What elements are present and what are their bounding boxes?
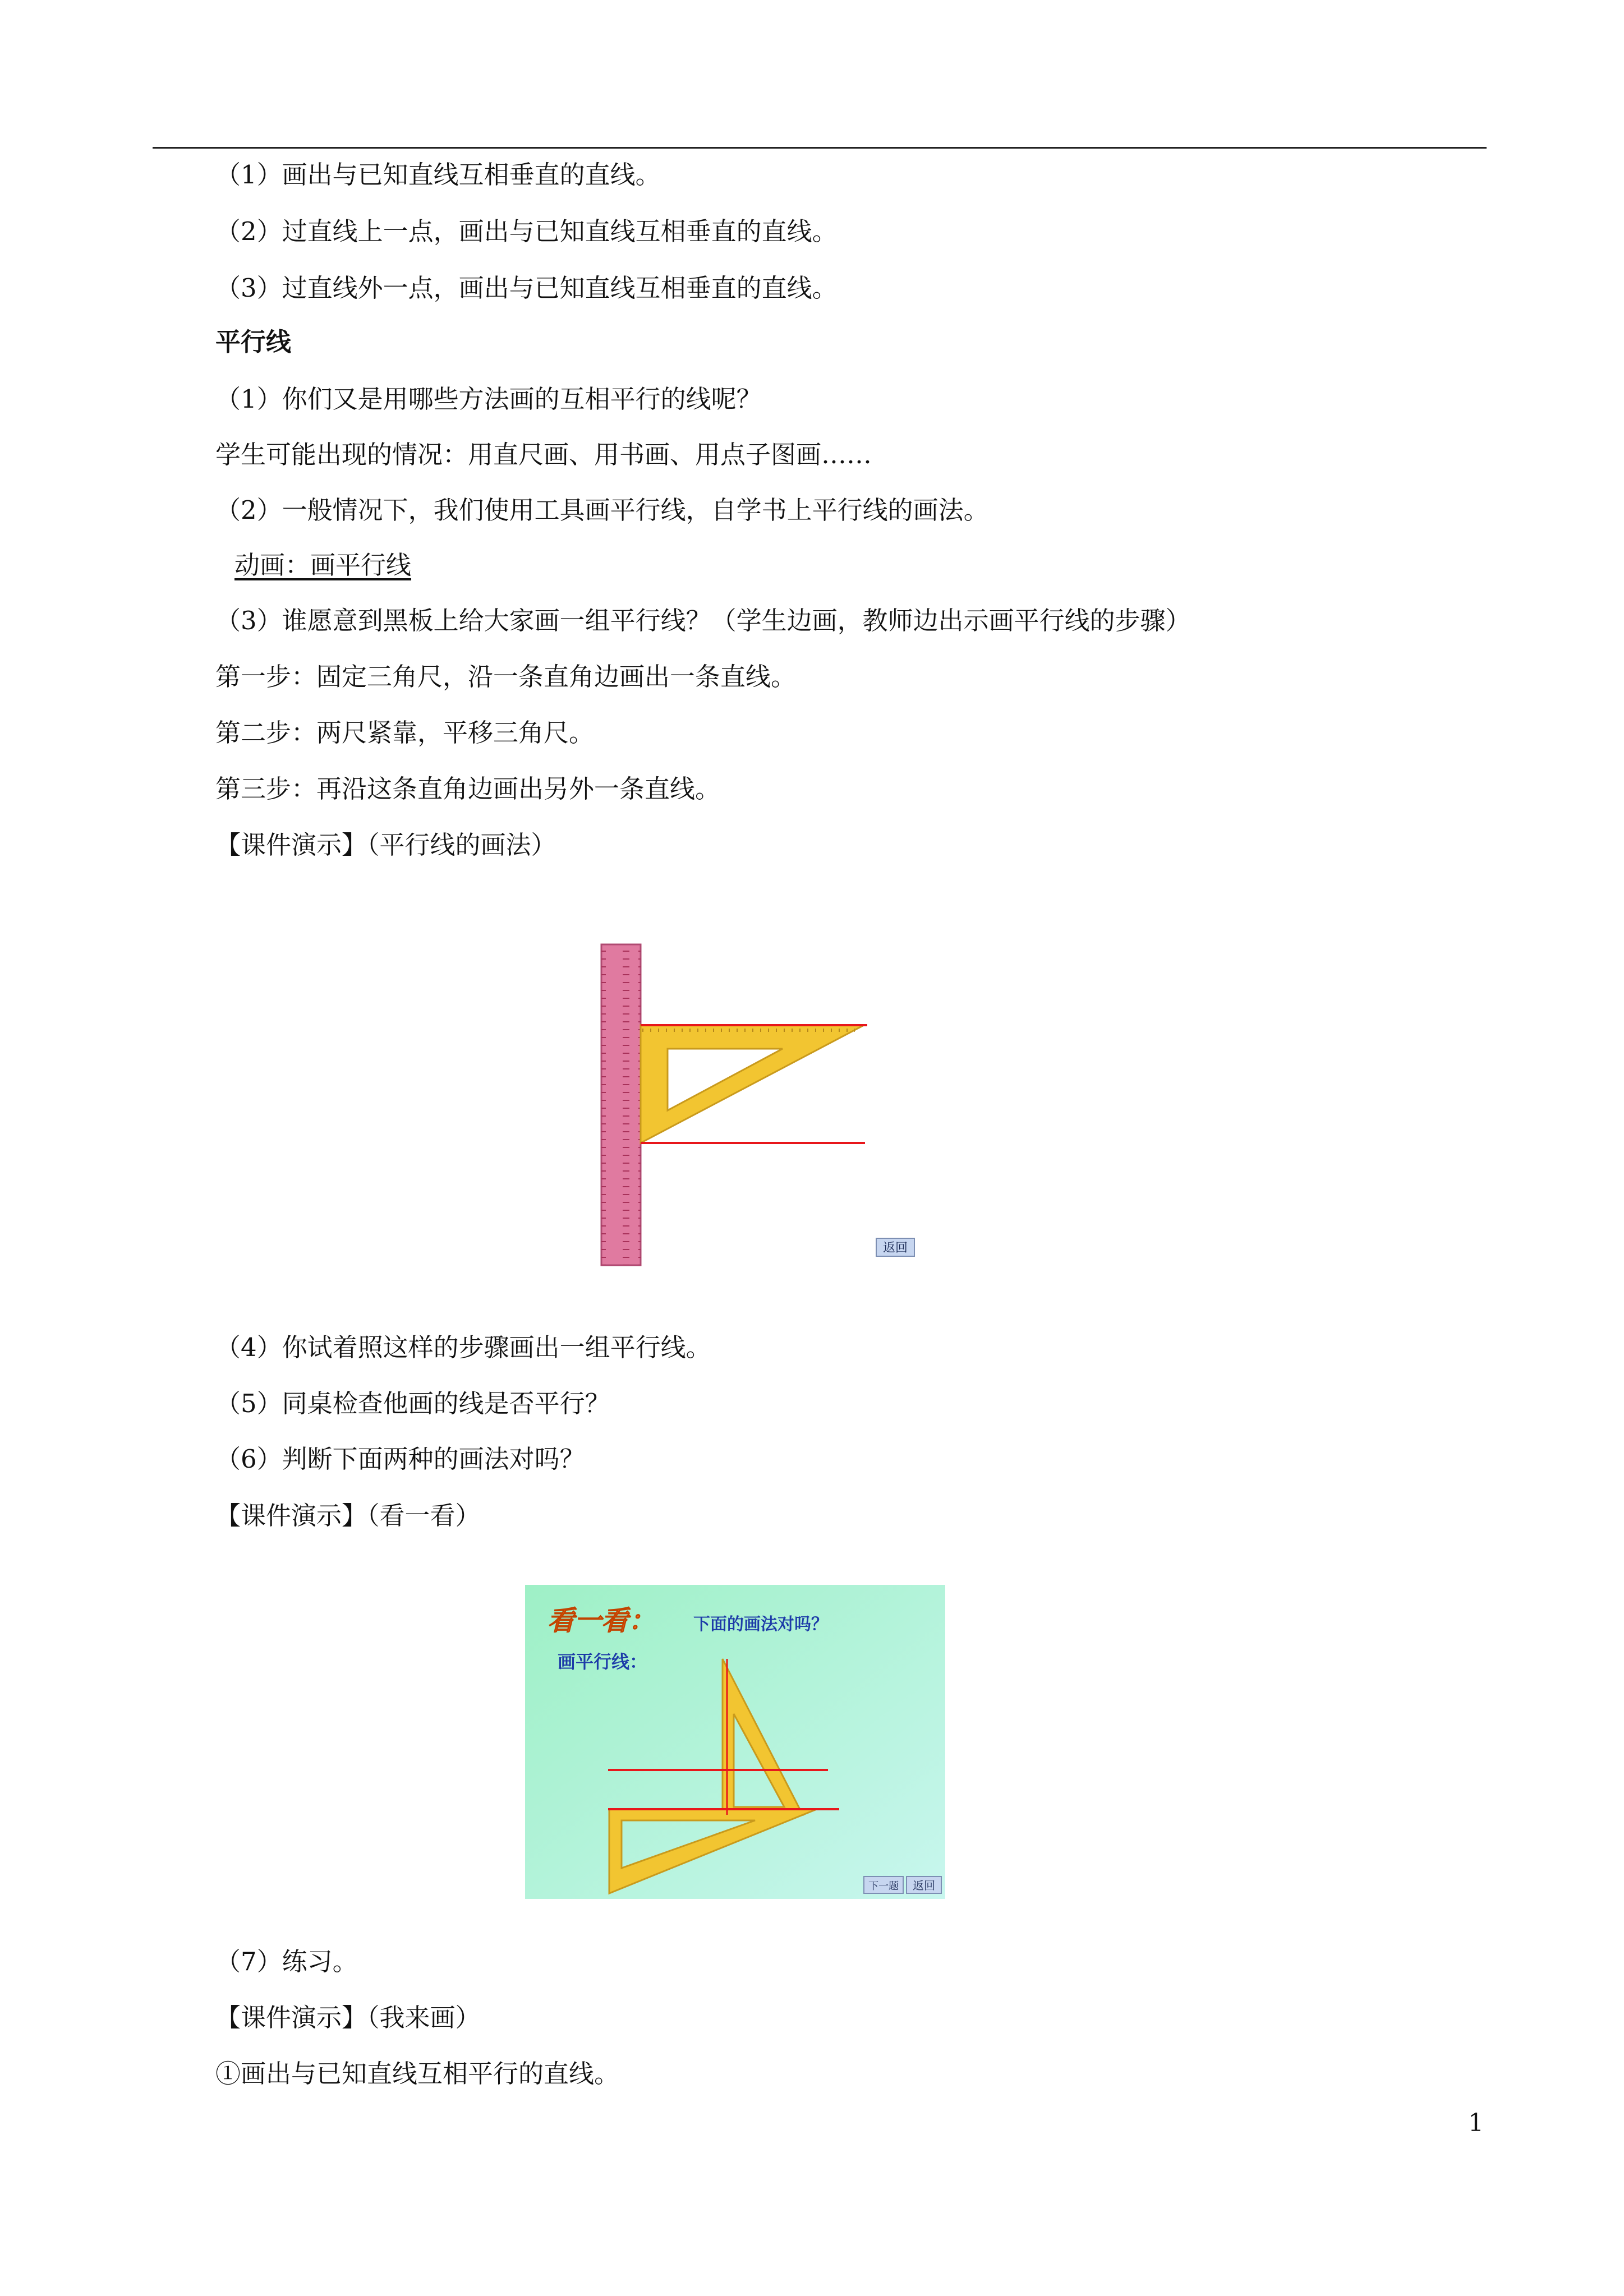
- step-line: 第一步：固定三角尺，沿一条直角边画出一条直线。: [215, 662, 797, 691]
- next-question-button[interactable]: [864, 1877, 903, 1893]
- slide-question: 下面的画法对吗？: [693, 1615, 828, 1634]
- text-line: （5）同桌检查他画的线是否平行？: [215, 1389, 610, 1418]
- text-line: （2）一般情况下，我们使用工具画平行线，自学书上平行线的画法。: [215, 495, 989, 525]
- animation-link[interactable]: 动画：画平行线: [234, 550, 412, 580]
- check-drawing-slide: [525, 1585, 945, 1899]
- text-line: ①画出与已知直线互相平行的直线。: [215, 2059, 620, 2088]
- text-line: 学生可能出现的情况：用直尺画、用书画、用点子图画……: [215, 440, 872, 469]
- demo-caption: 【课件演示】（看一看）: [215, 1501, 481, 1530]
- text-line: （7）练习。: [215, 1947, 358, 1976]
- text-line: （1）你们又是用哪些方法画的互相平行的线呢？: [215, 384, 762, 414]
- text-line: （4）你试着照这样的步骤画出一组平行线。: [215, 1333, 711, 1362]
- text-line: （3）谁愿意到黑板上给大家画一组平行线？（学生边画，教师边出示画平行线的步骤）: [215, 606, 1191, 635]
- header-rule: [153, 147, 1487, 149]
- back-button[interactable]: [907, 1877, 941, 1893]
- text-line: （6）判断下面两种的画法对吗？: [215, 1444, 585, 1474]
- text-line: （2）过直线上一点，画出与已知直线互相垂直的直线。: [215, 216, 838, 246]
- slide-label: 画平行线：: [558, 1651, 648, 1672]
- section-heading: 平行线: [215, 327, 292, 357]
- back-button[interactable]: [876, 1238, 914, 1256]
- next-button-label: 下一题: [868, 1880, 899, 1892]
- demo-caption: 【课件演示】（平行线的画法）: [215, 830, 556, 860]
- text-line: （1）画出与已知直线互相垂直的直线。: [215, 160, 661, 190]
- page-number: 1: [1468, 2109, 1484, 2137]
- set-square-shape: [641, 1025, 864, 1143]
- text-line: （3）过直线外一点，画出与已知直线互相垂直的直线。: [215, 273, 838, 303]
- step-line: 第二步：两尺紧靠，平移三角尺。: [215, 718, 595, 748]
- back-button-label: 返回: [913, 1880, 935, 1892]
- slide-title: 看一看：: [548, 1605, 656, 1636]
- back-button-label: 返回: [882, 1241, 908, 1255]
- demo-caption: 【课件演示】（我来画）: [215, 2003, 481, 2032]
- step-line: 第三步：再沿这条直角边画出另外一条直线。: [215, 774, 721, 804]
- parallel-lines-figure: [595, 942, 954, 1273]
